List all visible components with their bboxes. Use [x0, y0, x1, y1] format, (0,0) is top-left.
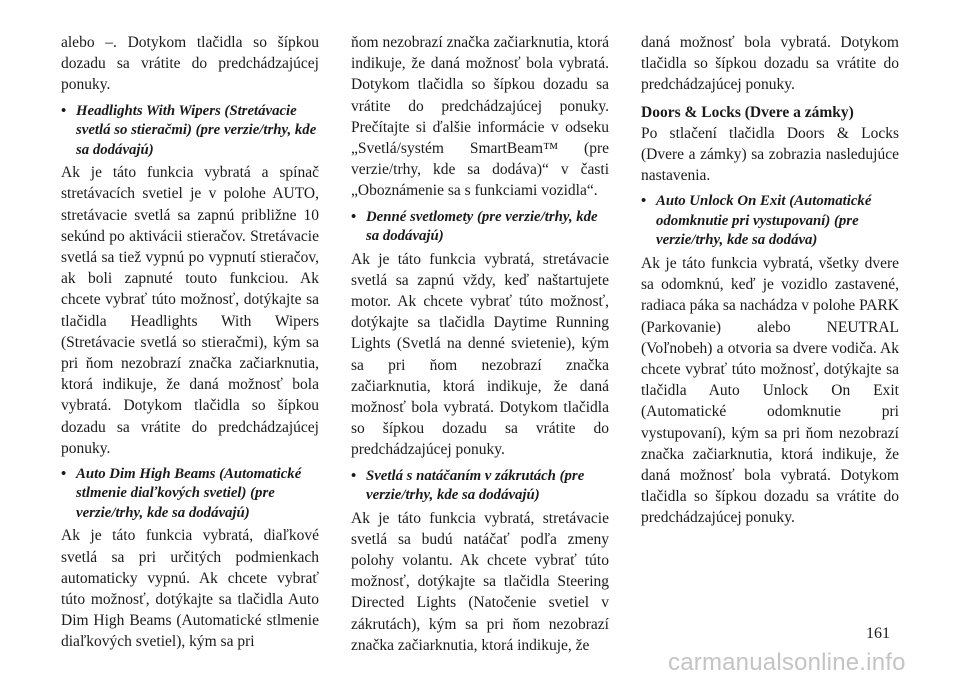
section-heading: Doors & Locks (Dvere a zámky) — [641, 103, 854, 121]
bullet-icon: • — [61, 465, 67, 482]
bullet-title: Denné svetlomety (pre verzie/trhy, kde sa dodávajú) — [366, 208, 598, 245]
bullet-icon: • — [351, 467, 357, 484]
paragraph: Po stlačení tlačidla Doors & Locks (Dvere a zámky) sa zobrazia nasledujúce nastavenia. — [641, 124, 899, 185]
paragraph: daná možnosť bola vybratá. Dotykom tlačidla so šípkou dozadu sa vrátite do predchádzajúcej ponuky. — [641, 34, 899, 94]
paragraph: Ak je táto funkcia vybratá, stretávacie svetlá sa budú natáčať podľa zmeny polohy volantu. Ak chcete vybrať túto možnosť, dotýkajte sa tlačidla Steering Directed Lights (Natočenie svetiel v zákrutách), kým sa pri ňom nezobrazí značka začiarknutia, ktorá indikuje, že — [351, 509, 609, 654]
paragraph: Ak je táto funkcia vybratá a spínač stretávacích svetiel je v polohe AUTO, stretávacie svetlá sa zapnú približne 10 sekúnd po aktivácii stieračov. Stretávacie svetlá sa tiež vypnú po vypnutí stieračov, ak boli zapnuté touto funkciou. Ak chcete vybrať túto možnosť, dotýkajte sa tlačidla Headlights With Wipers (Stretávacie svetlá so stieračmi), kým sa pri ňom nezobrazí značka začiarknutia, ktorá indikuje, že daná možnosť bola vybratá. Dotykom tlačidla so šípkou dozadu sa vrátite do predchádzajúcej ponuky. — [61, 164, 319, 457]
watermark: carmanualsonline.info — [668, 649, 906, 676]
column-right — [641, 32, 899, 535]
paragraph: Ak je táto funkcia vybratá, všetky dvere sa odomknú, keď je vozidlo zastavené, radiaca páka sa nachádza v polohe PARK (Parkovanie) alebo NEUTRAL (Voľnobeh) a otvoria sa dvere vodiča. Ak chcete vybrať túto možnosť, dotýkajte sa tlačidla Auto Unlock On Exit (Automatické odomknutie pri vystupovaní), kým sa pri ňom nezobrazí značka začiarknutia, ktorá indikuje, že daná možnosť bola vybratá. Dotykom tlačidla so šípkou dozadu sa vrátite do predchádzajúcej ponuky. — [641, 254, 899, 527]
bullet-heading — [61, 102, 319, 161]
bullet-icon: • — [351, 208, 357, 225]
page-number: 161 — [866, 625, 890, 642]
bullet-heading — [61, 465, 319, 524]
bullet-title: Auto Dim High Beams (Automatické stlmenie diaľkových svetiel) (pre verzie/trhy, kde sa dodávajú) — [76, 465, 302, 521]
paragraph: alebo –. Dotykom tlačidla so šípkou dozadu sa vrátite do predchádzajúcej ponuky. — [61, 34, 319, 94]
paragraph: Ak je táto funkcia vybratá, stretávacie svetlá sa zapnú vždy, keď naštartujete motor. Ak chcete vybrať túto možnosť, dotýkajte sa tlačidla Daytime Running Lights (Svetlá na denné svietenie), kým sa pri ňom nezobrazí značka začiarknutia, ktorá indikuje, že daná možnosť bola vybratá. Dotykom tlačidla so šípkou dozadu sa vrátite do predchádzajúcej ponuky. — [351, 250, 609, 459]
bullet-icon: • — [641, 193, 647, 210]
column-middle — [351, 32, 609, 662]
bullet-heading — [351, 467, 609, 506]
bullet-title: Auto Unlock On Exit (Automatické odomknutie pri vystupovaní) (pre verzie/trhy, kde sa dodáva) — [656, 193, 872, 249]
bullet-heading — [351, 208, 609, 247]
bullet-title: Svetlá s natáčaním v zákrutách (pre verzie/trhy, kde sa dodávajú) — [366, 467, 585, 504]
bullet-heading — [641, 192, 899, 251]
bullet-title: Headlights With Wipers (Stretávacie svetlá so stieračmi) (pre verzie/trhy, kde sa dodávajú) — [76, 102, 317, 158]
paragraph: Ak je táto funkcia vybratá, diaľkové svetlá sa pri určitých podmienkach automaticky vypnú. Ak chcete vybrať túto možnosť, dotýkajte sa tlačidla Auto Dim High Beams (Automatické stlmenie diaľkových svetiel), kým sa pri — [61, 527, 319, 651]
paragraph: ňom nezobrazí značka začiarknutia, ktorá indikuje, že daná možnosť bola vybratá. Dotykom tlačidla so šípkou dozadu sa vrátite do predchádzajúcej ponuky. Prečítajte si ďalšie informácie v odseku „Svetlá/systém SmartBeam™ (pre verzie/trhy, kde sa dodáva)“ v časti „Oboznámenie sa s funkciami vozidla“. — [351, 34, 609, 200]
bullet-icon: • — [61, 102, 67, 119]
column-left — [61, 32, 319, 659]
